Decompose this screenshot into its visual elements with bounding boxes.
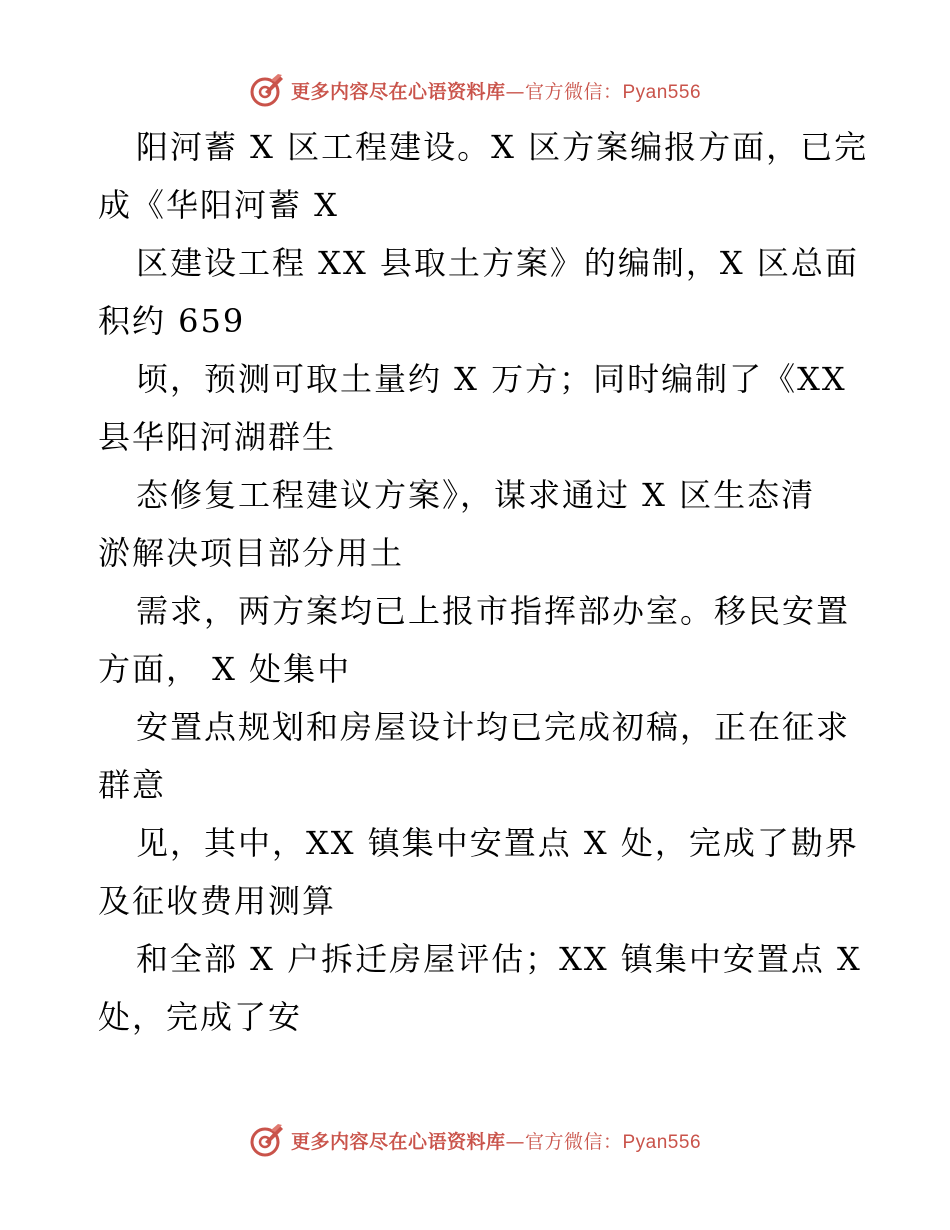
body-line: 需求，两方案均已上报市指挥部办室。移民安置 <box>136 592 851 630</box>
body-line: 群意 <box>98 766 167 804</box>
watermark-site-title: 更多内容尽在心语资料库 <box>290 1130 506 1153</box>
watermark-separator: — <box>505 80 525 103</box>
watermark-separator: — <box>505 1130 525 1153</box>
body-line: 处，完成了安 <box>98 998 303 1036</box>
watermark-wechat-label: 官方微信： <box>524 1130 623 1153</box>
quill-pen-circle-icon <box>249 1122 285 1158</box>
body-line: 及征收费用测算 <box>98 882 337 920</box>
quill-pen-circle-icon <box>249 72 285 108</box>
watermark-text <box>291 77 701 104</box>
body-line: 安置点规划和房屋设计均已完成初稿，正在征求 <box>136 708 851 746</box>
document-body <box>98 118 869 1046</box>
body-line: 阳河蓄 X 区工程建设。X 区方案编报方面，已完 <box>136 128 869 166</box>
watermark-footer <box>0 1120 950 1160</box>
body-line: 方面， X 处集中 <box>98 650 352 688</box>
watermark-text <box>291 1127 701 1154</box>
body-line: 区建设工程 XX 县取土方案》的编制，X 区总面 <box>136 244 859 282</box>
body-line: 见，其中，XX 镇集中安置点 X 处，完成了勘界 <box>136 824 859 862</box>
watermark-wechat-label: 官方微信： <box>524 80 623 103</box>
body-line: 态修复工程建议方案》，谋求通过 X 区生态清 <box>136 476 816 514</box>
body-line: 顷，预测可取土量约 X 万方；同时编制了《XX <box>136 360 847 398</box>
body-line: 积约 659 <box>98 302 246 340</box>
body-line: 淤解决项目部分用土 <box>98 534 405 572</box>
watermark-site-title: 更多内容尽在心语资料库 <box>290 80 506 103</box>
watermark-wechat-account: Pyan556 <box>622 1131 702 1153</box>
body-line: 成《华阳河蓄 X <box>98 186 339 224</box>
watermark-wechat-account: Pyan556 <box>622 81 702 103</box>
watermark-header <box>0 70 950 110</box>
body-line: 县华阳河湖群生 <box>98 418 337 456</box>
body-line: 和全部 X 户拆迁房屋评估；XX 镇集中安置点 X <box>136 940 862 978</box>
